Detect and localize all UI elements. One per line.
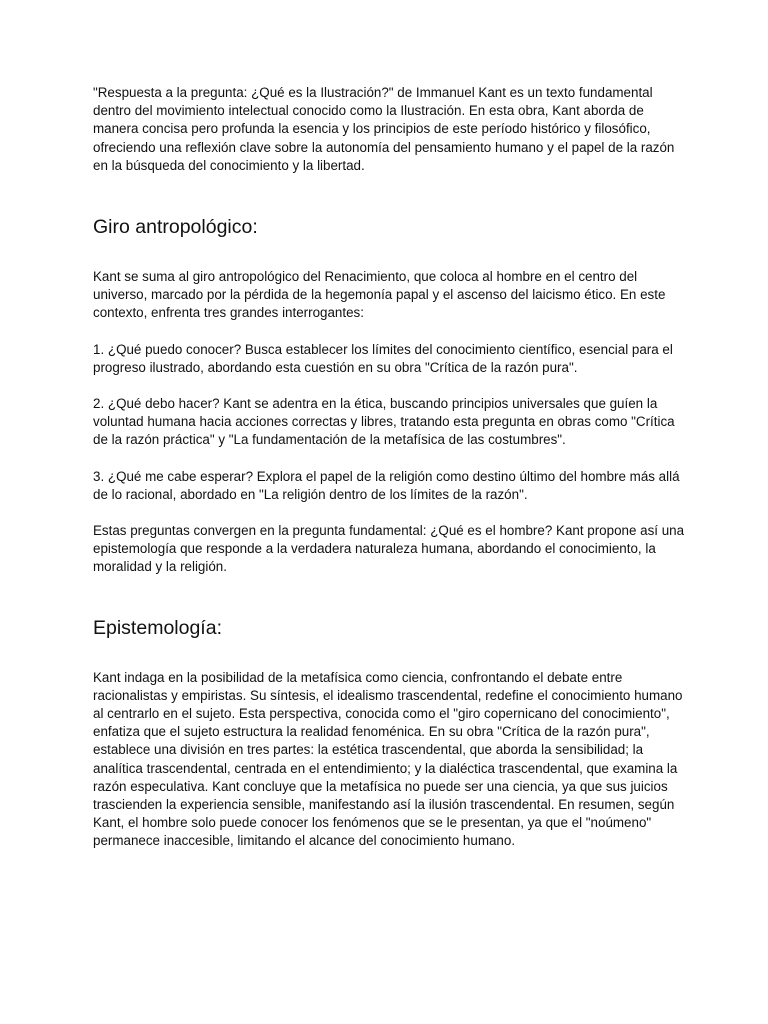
section1-conclusion-paragraph: Estas preguntas convergen en la pregunta fundamental: ¿Qué es el hombre? Kant propone así una epistemología que responde a la verdadera naturaleza humana, abordando el conocimiento, la moralidad y la religión. bbox=[93, 523, 685, 575]
section2-paragraph: Kant indaga en la posibilidad de la metafísica como ciencia, confrontando el debate entre racionalistas y empiristas. Su síntesis, el idealismo trascendental, redefine el conocimiento humano al centrarlo en el sujeto. Esta perspectiva, conocida como el "giro copernicano del conocimiento", enfatiza que el sujeto estructura la realidad fenoménica. En su obra "Crítica de la razón pura", establece una división en tres partes: la estética trascendental, que aborda la sensibilidad; la analítica trascendental, centrada en el entendimiento; y la dialéctica trascendental, que examina la razón especulativa. Kant concluye que la metafísica no puede ser una ciencia, ya que sus juicios trascienden la experiencia sensible, manifestando así la ilusión trascendental. En resumen, según Kant, el hombre solo puede conocer los fenómenos que se le presentan, ya que el "noúmeno" permanece inaccesible, limitando el alcance del conocimiento humano. bbox=[93, 669, 683, 849]
section-heading-giro-antropologico: Giro antropológico: bbox=[93, 216, 258, 239]
question-2-paragraph: 2. ¿Qué debo hacer? Kant se adentra en la ética, buscando principios universales que guíen la voluntad humana hacia acciones correctas y libres, tratando esta pregunta en obras como "Crítica de la razón práctica" y "La fundamentación de la metafísica de las costumbres". bbox=[93, 396, 675, 448]
document-body bbox=[93, 84, 685, 851]
question-1-paragraph: 1. ¿Qué puedo conocer? Busca establecer los límites del conocimiento científico, esencial para el progreso ilustrado, abordando esta cuestión en su obra "Crítica de la razón pura". bbox=[93, 341, 673, 375]
section1-paragraph: Kant se suma al giro antropológico del Renacimiento, que coloca al hombre en el centro del universo, marcado por la pérdida de la hegemonía papal y el ascenso del laicismo ético. En este contexto, enfrenta tres grandes interrogantes: bbox=[93, 269, 666, 321]
intro-paragraph: "Respuesta a la pregunta: ¿Qué es la Ilustración?" de Immanuel Kant es un texto fundamental dentro del movimiento intelectual conocido como la Ilustración. En esta obra, Kant aborda de manera concisa pero profunda la esencia y los principios de este período histórico y filosófico, ofreciendo una reflexión clave sobre la autonomía del pensamiento humano y el papel de la razón en la búsqueda del conocimiento y la libertad. bbox=[93, 85, 675, 173]
section-heading-epistemologia: Epistemología: bbox=[93, 616, 222, 639]
question-3-paragraph: 3. ¿Qué me cabe esperar? Explora el papel de la religión como destino último del hombre más allá de lo racional, abordado en "La religión dentro de los límites de la razón". bbox=[93, 468, 680, 502]
